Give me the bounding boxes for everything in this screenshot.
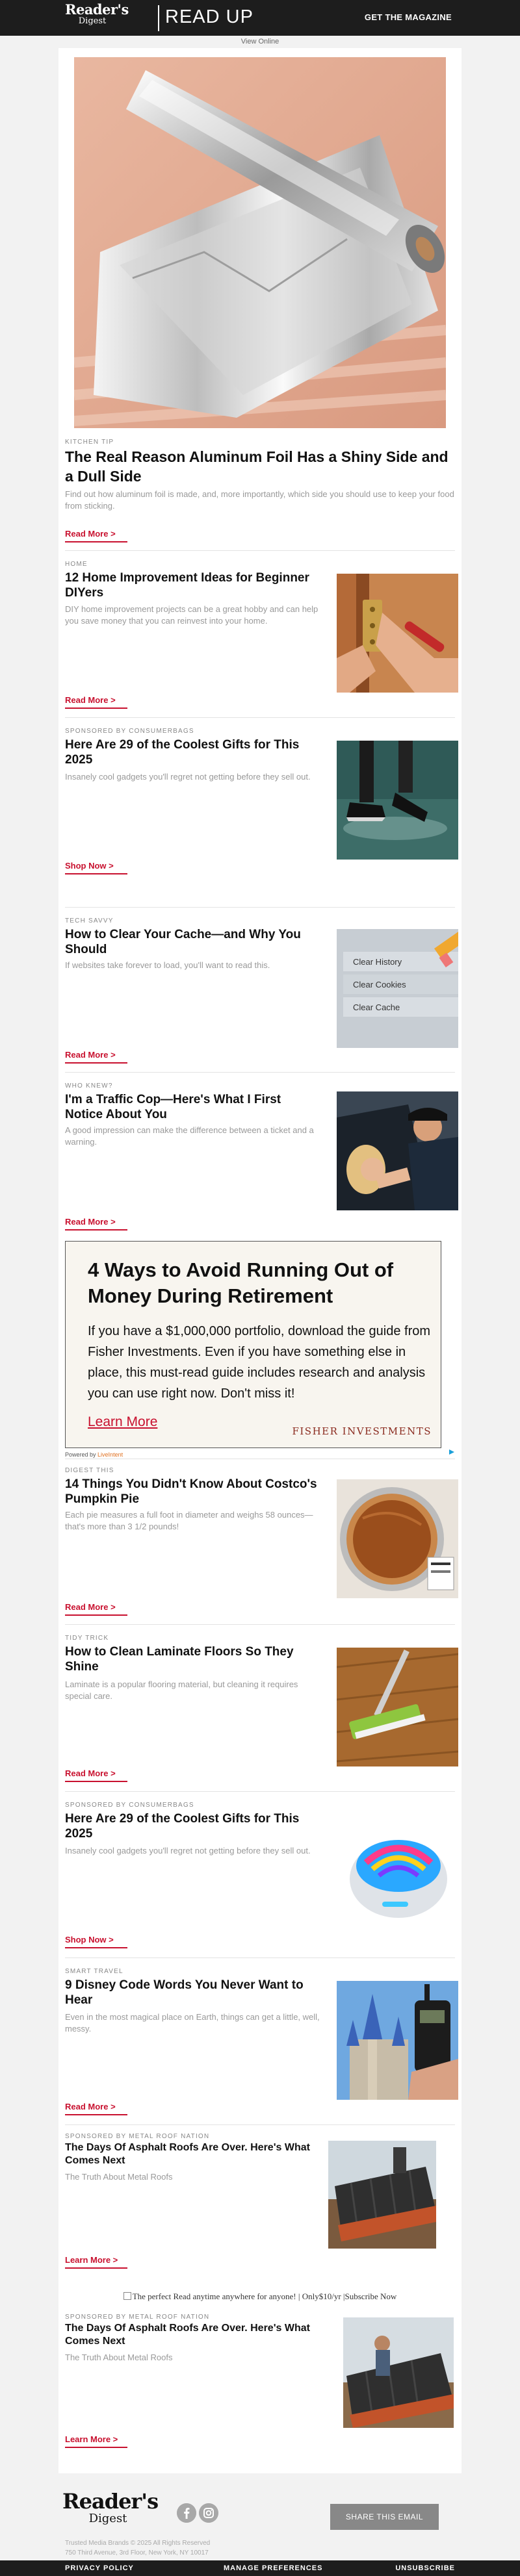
section-divider — [65, 717, 455, 718]
logo-line1: Reader's — [65, 1, 129, 18]
article-learn-more-link[interactable]: Learn More > — [65, 2255, 118, 2265]
article-read-more-link[interactable]: Read More > — [65, 2102, 116, 2111]
hero-title[interactable]: The Real Reason Aluminum Foil Has a Shiny Side and a Dull Side — [65, 448, 448, 485]
article-description: DIY home improvement projects can be a great hobby and can help you save money that you can reinvest into your home. — [65, 604, 318, 626]
powered-by-text: Powered by — [65, 1451, 96, 1458]
article-thumbnail-traffic-cop[interactable] — [337, 1091, 458, 1210]
article-description: Even in the most magical place on Earth, things can get a little, well, messy. — [65, 2012, 320, 2034]
article-thumbnail-pumpkin-pie[interactable] — [337, 1479, 458, 1598]
article-title[interactable]: How to Clean Laminate Floors So They Shine — [65, 1645, 294, 1674]
hero-description: Find out how aluminum foil is made, and, more importantly, which side you should use to keep your food from sticking. — [65, 489, 454, 511]
article-title[interactable]: Here Are 29 of the Coolest Gifts for This 2025 — [65, 738, 300, 767]
footer-logo-line2: Digest — [88, 2512, 127, 2525]
read-more-underline — [65, 1062, 127, 1064]
section-divider — [65, 1791, 455, 1792]
article-kicker: SPONSORED BY CONSUMERBAGS — [65, 1802, 194, 1809]
article-title[interactable]: The Days Of Asphalt Roofs Are Over. Here's What Comes Next — [65, 2323, 310, 2347]
subscribe-promo-banner[interactable] — [0, 2291, 520, 2302]
article-thumbnail-mop[interactable] — [337, 1648, 458, 1766]
hero-read-more-underline — [65, 541, 127, 542]
read-more-underline — [65, 2114, 127, 2115]
shop-now-underline — [65, 873, 127, 874]
read-more-underline — [65, 708, 127, 709]
shop-now-underline — [65, 1947, 127, 1948]
article-kicker: HOME — [65, 561, 88, 568]
article-description: Each pie measures a full foot in diameter and weighs 58 ounces—that's more than 3 1/2 pounds! — [65, 1510, 313, 1531]
article-kicker: SMART TRAVEL — [65, 1968, 124, 1975]
logo-line2: Digest — [78, 16, 107, 26]
adchoices-icon[interactable] — [448, 1449, 455, 1455]
header-bar — [0, 0, 520, 36]
article-thumbnail-disney-castle[interactable] — [337, 1981, 458, 2100]
article-shop-now-link[interactable]: Shop Now > — [65, 1935, 114, 1945]
article-kicker: TECH SAVVY — [65, 917, 114, 925]
ad-title[interactable]: 4 Ways to Avoid Running Out of Money During Retirement — [88, 1258, 394, 1307]
learn-more-underline — [65, 2267, 127, 2269]
article-thumbnail-water-shoes[interactable] — [337, 741, 458, 860]
instagram-icon[interactable] — [199, 2503, 218, 2523]
article-title[interactable]: Here Are 29 of the Coolest Gifts for This 2025 — [65, 1812, 300, 1841]
article-read-more-link[interactable]: Read More > — [65, 1217, 116, 1227]
article-thumbnail-door-hinge[interactable] — [337, 574, 458, 693]
article-kicker: DIGEST THIS — [65, 1467, 114, 1474]
article-kicker: SPONSORED BY METAL ROOF NATION — [65, 2133, 210, 2140]
section-divider — [65, 1072, 455, 1073]
svg-text:Clear Cookies: Clear Cookies — [353, 980, 406, 989]
section-divider — [65, 2124, 455, 2125]
article-title[interactable]: 9 Disney Code Words You Never Want to Hear — [65, 1978, 304, 2007]
article-description: The Truth About Metal Roofs — [65, 2353, 173, 2362]
article-title[interactable]: 12 Home Improvement Ideas for Beginner DIYers — [65, 571, 309, 600]
hero-image[interactable] — [74, 57, 446, 428]
svg-text:Clear Cache: Clear Cache — [353, 1002, 400, 1012]
article-thumbnail-uv-gadget[interactable] — [337, 1814, 458, 1933]
unsubscribe-link[interactable]: UNSUBSCRIBE — [395, 2564, 455, 2572]
hero-read-more-link[interactable]: Read More > — [65, 529, 116, 539]
hero-kicker: KITCHEN TIP — [65, 439, 114, 446]
article-description: Insanely cool gadgets you'll regret not getting before they sell out. — [65, 772, 311, 782]
fisher-investments-logo: FISHER INVESTMENTS — [292, 1425, 432, 1437]
manage-preferences-link[interactable]: MANAGE PREFERENCES — [224, 2564, 323, 2572]
article-read-more-link[interactable]: Read More > — [65, 1768, 116, 1778]
get-magazine-link[interactable]: GET THE MAGAZINE — [364, 12, 452, 22]
article-description: Laminate is a popular flooring material, but cleaning it requires special care. — [65, 1679, 298, 1701]
read-more-underline — [65, 1229, 127, 1231]
ad-learn-more-link[interactable]: Learn More — [88, 1414, 158, 1429]
read-more-underline — [65, 1781, 127, 1782]
sponsored-ad-fisher[interactable] — [65, 1241, 441, 1448]
facebook-icon[interactable] — [177, 2503, 196, 2523]
article-description: The Truth About Metal Roofs — [65, 2172, 173, 2182]
article-title[interactable]: The Days Of Asphalt Roofs Are Over. Here's What Comes Next — [65, 2142, 310, 2166]
section-divider — [65, 550, 455, 551]
article-read-more-link[interactable]: Read More > — [65, 1602, 116, 1612]
svg-text:Clear History: Clear History — [353, 957, 402, 967]
article-thumbnail-metal-roof[interactable] — [328, 2141, 436, 2249]
article-title[interactable]: 14 Things You Didn't Know About Costco's Pumpkin Pie — [65, 1477, 317, 1506]
liveintent-logo[interactable]: LiveIntent — [98, 1451, 124, 1458]
promo-text[interactable]: The perfect Read anytime anywhere for anyone! | Only$10/yr |Subscribe Now — [132, 2291, 397, 2301]
article-thumbnail-metal-roof[interactable] — [343, 2317, 454, 2428]
newsletter-title: READ UP — [165, 6, 254, 27]
article-title[interactable]: How to Clear Your Cache—and Why You Should — [65, 928, 301, 956]
powered-by-label — [65, 1451, 123, 1458]
footer-links-bar — [0, 2560, 520, 2576]
article-kicker: WHO KNEW? — [65, 1082, 113, 1090]
article-kicker: TIDY TRICK — [65, 1635, 109, 1642]
article-shop-now-link[interactable]: Shop Now > — [65, 861, 114, 871]
article-kicker: SPONSORED BY METAL ROOF NATION — [65, 2314, 210, 2321]
section-divider — [65, 1624, 455, 1625]
article-kicker: SPONSORED BY CONSUMERBAGS — [65, 728, 194, 735]
article-learn-more-link[interactable]: Learn More > — [65, 2434, 118, 2444]
share-email-button[interactable]: SHARE THIS EMAIL — [330, 2504, 439, 2530]
learn-more-underline — [65, 2447, 127, 2448]
article-title[interactable]: I'm a Traffic Cop—Here's What I First Notice About You — [65, 1093, 281, 1121]
address-text: 750 Third Avenue, 3rd Floor, New York, NY 10017 — [65, 2549, 209, 2557]
copyright-text: Trusted Media Brands © 2025 All Rights Reserved — [65, 2540, 211, 2547]
article-read-more-link[interactable]: Read More > — [65, 1050, 116, 1060]
ad-body: If you have a $1,000,000 portfolio, download the guide from Fisher Investments. Even if you have something else in place, this must-read guide includes research and analysis you can use right now. Don't miss it! — [88, 1324, 431, 1401]
privacy-policy-link[interactable]: PRIVACY POLICY — [65, 2564, 134, 2572]
article-description: Insanely cool gadgets you'll regret not getting before they sell out. — [65, 1846, 311, 1855]
footer-logo[interactable] — [62, 2489, 159, 2525]
header-divider — [158, 5, 159, 31]
readers-digest-logo[interactable] — [65, 1, 129, 26]
footer-logo-line1: Reader's — [62, 2489, 159, 2514]
article-description: If websites take forever to load, you'll want to read this. — [65, 960, 270, 970]
article-thumbnail-clear-history[interactable] — [337, 929, 458, 1048]
broken-image-icon — [124, 2292, 131, 2300]
article-description: A good impression can make the difference between a ticket and a warning. — [65, 1125, 314, 1147]
read-more-underline — [65, 1614, 127, 1616]
article-read-more-link[interactable]: Read More > — [65, 695, 116, 705]
view-online-link[interactable]: View Online — [240, 38, 280, 45]
section-divider — [65, 907, 455, 908]
